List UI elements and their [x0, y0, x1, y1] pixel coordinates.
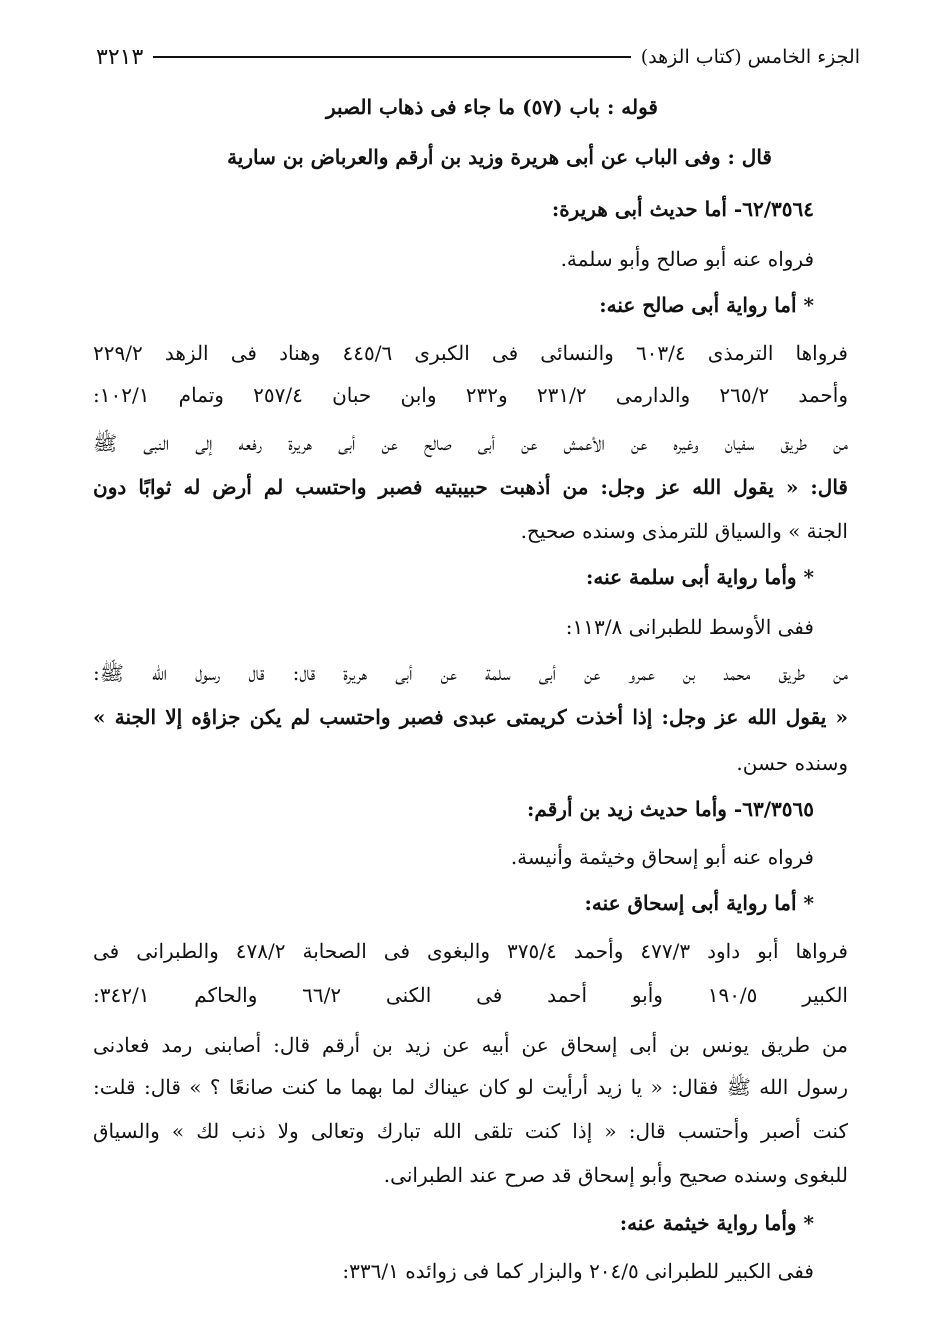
- chapter-heading: قوله : باب (٥٧) ما جاء فى ذهاب الصبر: [325, 95, 658, 119]
- hadith-text-line: « يقول الله عز وجل: إذا أخذت كريمتى عبدى فصبر واحتسب لم يكن جزاؤه إلا الجنة »: [93, 705, 848, 729]
- text-line: من طريق يونس بن أبى إسحاق عن أبيه عن زيد بن أرقم قال: أصابنى رمد فعادنى: [93, 1033, 848, 1057]
- chapter-statement: قال : وفى الباب عن أبى هريرة وزيد بن أرقم والعرباض بن سارية: [227, 145, 772, 169]
- text-line: فرواها أبو داود ٤٧٧/٣ وأحمد ٣٧٥/٤ والبغوى فى الصحابة ٤٧٨/٢ والطبرانى فى: [93, 939, 848, 963]
- subheading-abu-salama: * وأما رواية أبى سلمة عنه:: [586, 565, 814, 589]
- text-line: وسنده حسن.: [736, 751, 848, 775]
- text-line: الكبير ١٩٠/٥ وأبو أحمد فى الكنى ٦٦/٢ والحاكم ٣٤٢/١:: [93, 983, 848, 1007]
- subheading-abu-salih: * أما رواية أبى صالح عنه:: [599, 293, 814, 317]
- running-header: [96, 40, 860, 74]
- text-line: الجنة » والسياق للترمذى وسنده صحيح.: [520, 519, 848, 543]
- text-line: رسول الله ﷺ فقال: « يا زيد أرأيت لو كان عيناك لما بهما ما كنت صانعًا ؟ » قال: قلت:: [93, 1075, 848, 1099]
- text-line: للبغوى وسنده صحيح وأبو إسحاق قد صرح عند الطبرانى.: [383, 1163, 848, 1187]
- hadith-text-line: قال: « يقول الله عز وجل: من أذهبت حبيبتيه فصبر واحتسب لم أرض له ثوابًا دون: [93, 475, 848, 499]
- text-line: فرواه عنه أبو صالح وأبو سلمة.: [560, 247, 814, 271]
- text-line: فرواها الترمذى ٦٠٣/٤ والنسائى فى الكبرى ٤٤٥/٦ وهناد فى الزهد ٢٢٩/٢: [93, 341, 848, 365]
- subheading-abu-ishaq: * أما رواية أبى إسحاق عنه:: [584, 891, 814, 915]
- running-title: الجزء الخامس (كتاب الزهد): [640, 46, 860, 68]
- header-rule: [153, 56, 631, 58]
- text-line: فرواه عنه أبو إسحاق وخيثمة وأنيسة.: [510, 845, 814, 869]
- hadith-heading-1: ٦٢/٣٥٦٤- أما حديث أبى هريرة:: [551, 197, 814, 221]
- text-line: من طريق سفيان وغيره عن الأعمش عن أبى صالح عن أبى هريرة رفعه إلى النبى ﷺ: [93, 431, 848, 455]
- text-line: ففى الأوسط للطبرانى ١١٣/٨:: [565, 615, 814, 639]
- subheading-khaythama: * وأما رواية خيثمة عنه:: [619, 1211, 814, 1235]
- hadith-heading-2: ٦٣/٣٥٦٥- وأما حديث زيد بن أرقم:: [527, 797, 814, 821]
- text-line: من طريق محمد بن عمرو عن أبى سلمة عن أبى هريرة قال: قال رسول الله ﷺ:: [93, 661, 848, 685]
- text-line: كنت أصبر وأحتسب قال: « إذا كنت تلقى الله تبارك وتعالى ولا ذنب لك » والسياق: [93, 1119, 848, 1143]
- text-line: وأحمد ٢٦٥/٢ والدارمى ٢٣١/٢ و٢٣٢ وابن حبان ٢٥٧/٤ وتمام ١٠٢/١:: [93, 383, 848, 407]
- page-number: ٣٢١٣: [96, 44, 144, 70]
- text-line: ففى الكبير للطبرانى ٢٠٤/٥ والبزار كما فى زوائده ٣٣٦/١:: [342, 1259, 814, 1283]
